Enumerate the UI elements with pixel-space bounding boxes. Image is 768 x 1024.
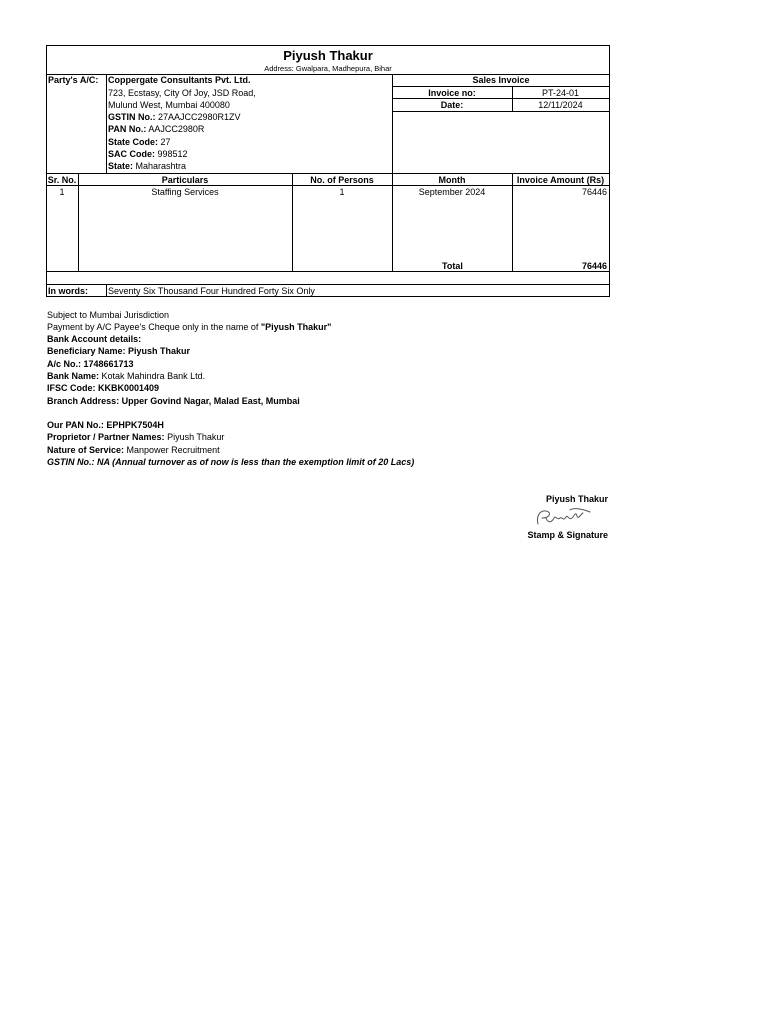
- payment-note-name: "Piyush Thakur": [260, 322, 332, 332]
- row-month: September 2024: [418, 187, 486, 197]
- party-sac-label: SAC Code:: [108, 149, 155, 159]
- party-gstin-label: GSTIN No.:: [108, 112, 156, 122]
- signature-image: [530, 506, 602, 530]
- col-header-amount: Invoice Amount (Rs): [516, 175, 605, 185]
- bank-name-label: Bank Name:: [47, 371, 100, 381]
- row-persons: 1: [339, 187, 345, 197]
- branch-address: Branch Address: Upper Govind Nagar, Malad East, Mumbai: [47, 396, 300, 406]
- proprietor-value: Piyush Thakur: [167, 432, 225, 442]
- party-pan-label: PAN No.:: [108, 124, 147, 134]
- invoice-date-label: Date:: [440, 100, 464, 110]
- row-sr: 1: [59, 187, 65, 197]
- party-address-line2: Mulund West, Mumbai 400080: [108, 100, 230, 110]
- total-label: Total: [442, 261, 463, 271]
- col-header-persons: No. of Persons: [310, 175, 374, 185]
- signature-drawing: [530, 506, 602, 530]
- bank-name-value: Kotak Mahindra Bank Ltd.: [101, 371, 206, 381]
- signatory-name: Piyush Thakur: [545, 494, 608, 504]
- jurisdiction-note: Subject to Mumbai Jurisdiction: [47, 310, 170, 320]
- party-state-value: Maharashtra: [135, 161, 187, 171]
- account-number: A/c No.: 1748661713: [47, 359, 134, 369]
- party-sac-value: 998512: [157, 149, 188, 159]
- bank-name: [47, 370, 205, 382]
- proprietor: [47, 431, 224, 443]
- col-header-particulars: Particulars: [161, 175, 209, 185]
- invoice-number-label: Invoice no:: [428, 88, 476, 98]
- party-address-line1: 723, Ecstasy, City Of Joy, JSD Road,: [108, 88, 256, 98]
- nature-label: Nature of Service:: [47, 445, 125, 455]
- payment-note: [47, 321, 331, 333]
- party-gstin: [108, 111, 241, 123]
- beneficiary-name: Beneficiary Name: Piyush Thakur: [47, 346, 191, 356]
- proprietor-label: Proprietor / Partner Names:: [47, 432, 165, 442]
- stamp-signature-caption: Stamp & Signature: [527, 530, 608, 540]
- company-address: Address: Gwalpara, Madhepura, Bihar: [264, 64, 392, 73]
- our-pan: Our PAN No.: EPHPK7504H: [47, 420, 164, 430]
- total-value: 76446: [581, 261, 607, 271]
- payment-note-prefix: Payment by A/C Payee's Cheque only in the name of: [47, 322, 261, 332]
- nature-value: Manpower Recruitment: [126, 445, 220, 455]
- party-state-code-label: State Code:: [108, 137, 159, 147]
- party-state-code: [108, 136, 171, 148]
- ifsc-code: IFSC Code: KKBK0001409: [47, 383, 160, 393]
- invoice-title: Sales Invoice: [472, 75, 530, 85]
- col-header-month: Month: [438, 175, 466, 185]
- party-pan-value: AAJCC2980R: [148, 124, 205, 134]
- gstin-note: GSTIN No.: NA (Annual turnover as of now is less than the exemption limit of 20 Lacs): [47, 457, 415, 467]
- nature-of-service: [47, 444, 220, 456]
- party-pan: [108, 123, 204, 135]
- row-particulars: Staffing Services: [151, 187, 219, 197]
- party-state-code-value: 27: [160, 137, 171, 147]
- party-sac: [108, 148, 188, 160]
- in-words-label: In words:: [48, 286, 88, 296]
- bank-heading: Bank Account details:: [47, 334, 142, 344]
- invoice-date: 12/11/2024: [538, 100, 583, 110]
- party-state: [108, 160, 186, 172]
- col-header-sr: Sr. No.: [47, 175, 77, 185]
- party-gstin-value: 27AAJCC2980R1ZV: [158, 112, 241, 122]
- party-label: Party's A/C:: [48, 75, 99, 85]
- party-state-label: State:: [108, 161, 134, 171]
- row-amount: 76446: [581, 187, 607, 197]
- party-company: Coppergate Consultants Pvt. Ltd.: [108, 75, 251, 85]
- in-words-value: Seventy Six Thousand Four Hundred Forty Six Only: [108, 286, 315, 296]
- company-name: Piyush Thakur: [283, 48, 373, 63]
- invoice-number: PT-24-01: [541, 88, 580, 98]
